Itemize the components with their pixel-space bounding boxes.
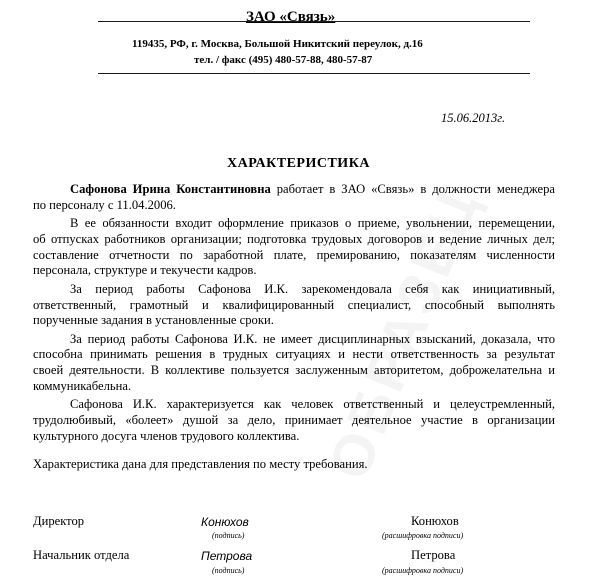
signer-role: Директор: [33, 514, 85, 528]
signer-role: Начальник отдела: [33, 548, 130, 562]
paragraph-3-line: За период работы Сафонова И.К. зарекомендовала себя как инициативный,: [70, 281, 555, 296]
paragraph-4-line: За период работы Сафонова И.К. не имеет дисциплинарных взысканий, доказала, что: [70, 331, 555, 346]
paragraph-3: [33, 282, 555, 329]
signer-name: Петрова: [411, 548, 456, 562]
paragraph-4-line: коммуникабельна.: [33, 379, 132, 394]
closing-statement: Характеристика дана для представления по месту требования.: [33, 457, 368, 471]
company-address: 119435, РФ, г. Москва, Большой Никитский переулок, д.16: [132, 38, 423, 50]
document-body: [33, 182, 555, 445]
paragraph-5-line: Сафонова И.К. характеризуется как человек ответственный и целеустремленный,: [70, 397, 555, 412]
paragraph-4-line: своей деятельности. В коллективе пользуется заслуженным авторитетом, доброжелательна и: [33, 363, 555, 378]
paragraph-5-line: трудолюбивый, «болеет» душой за дело, принимает деятельное участие в организации: [33, 413, 555, 428]
signature-caption: (подпись): [212, 566, 245, 575]
paragraph-3-line: ответственный, грамотный и квалифицированный специалист, способный выполнять: [33, 297, 555, 312]
paragraph-2-line: В ее обязанности входит оформление приказов о приеме, увольнении, перемещении,: [70, 216, 555, 231]
employee-name: Сафонова Ирина Константиновна: [70, 182, 271, 196]
paragraph-5: [33, 397, 555, 444]
paragraph-2-line: об отпусках работников организации; подготовка трудовых договоров и ведение личных дел;: [33, 231, 555, 246]
document-date: 15.06.2013г.: [441, 111, 506, 125]
company-name: ЗАО «Связь»: [246, 9, 336, 25]
header-rule-bottom: [98, 73, 530, 74]
signer-name-caption: (расшифровка подписи): [382, 531, 464, 540]
company-contacts: тел. / факс (495) 480-57-88, 480-57-87: [194, 54, 373, 66]
signer-name: Конюхов: [411, 514, 459, 528]
paragraph-1-line: по персоналу с 11.04.2006.: [33, 197, 176, 212]
paragraph-2-line: составление отчетности по заработной плате, премированию, показателям численности: [33, 247, 555, 262]
paragraph-5-line: культурного досуга членов трудового коллектива.: [33, 428, 300, 443]
document-title: ХАРАКТЕРИСТИКА: [227, 156, 370, 171]
signature-handwritten: Конюхов: [201, 515, 249, 529]
signature-caption: (подпись): [212, 531, 245, 540]
paragraph-2: [33, 216, 555, 279]
paragraph-4-line: способна принимать решения в трудных ситуациях и нести ответственность за результат: [33, 347, 555, 362]
paragraph-2-line: персонала, структуре и текучести кадров.: [33, 263, 257, 278]
paragraph-1-line: [33, 182, 555, 198]
position-text: работает в ЗАО «Связь» в должности менеджера: [270, 182, 555, 196]
paragraph-3-line: порученные задания в установленные сроки.: [33, 313, 274, 328]
paragraph-4: [33, 332, 555, 395]
signature-handwritten: Петрова: [201, 549, 253, 563]
paragraph-1: [33, 182, 555, 214]
signer-name-caption: (расшифровка подписи): [382, 566, 464, 575]
